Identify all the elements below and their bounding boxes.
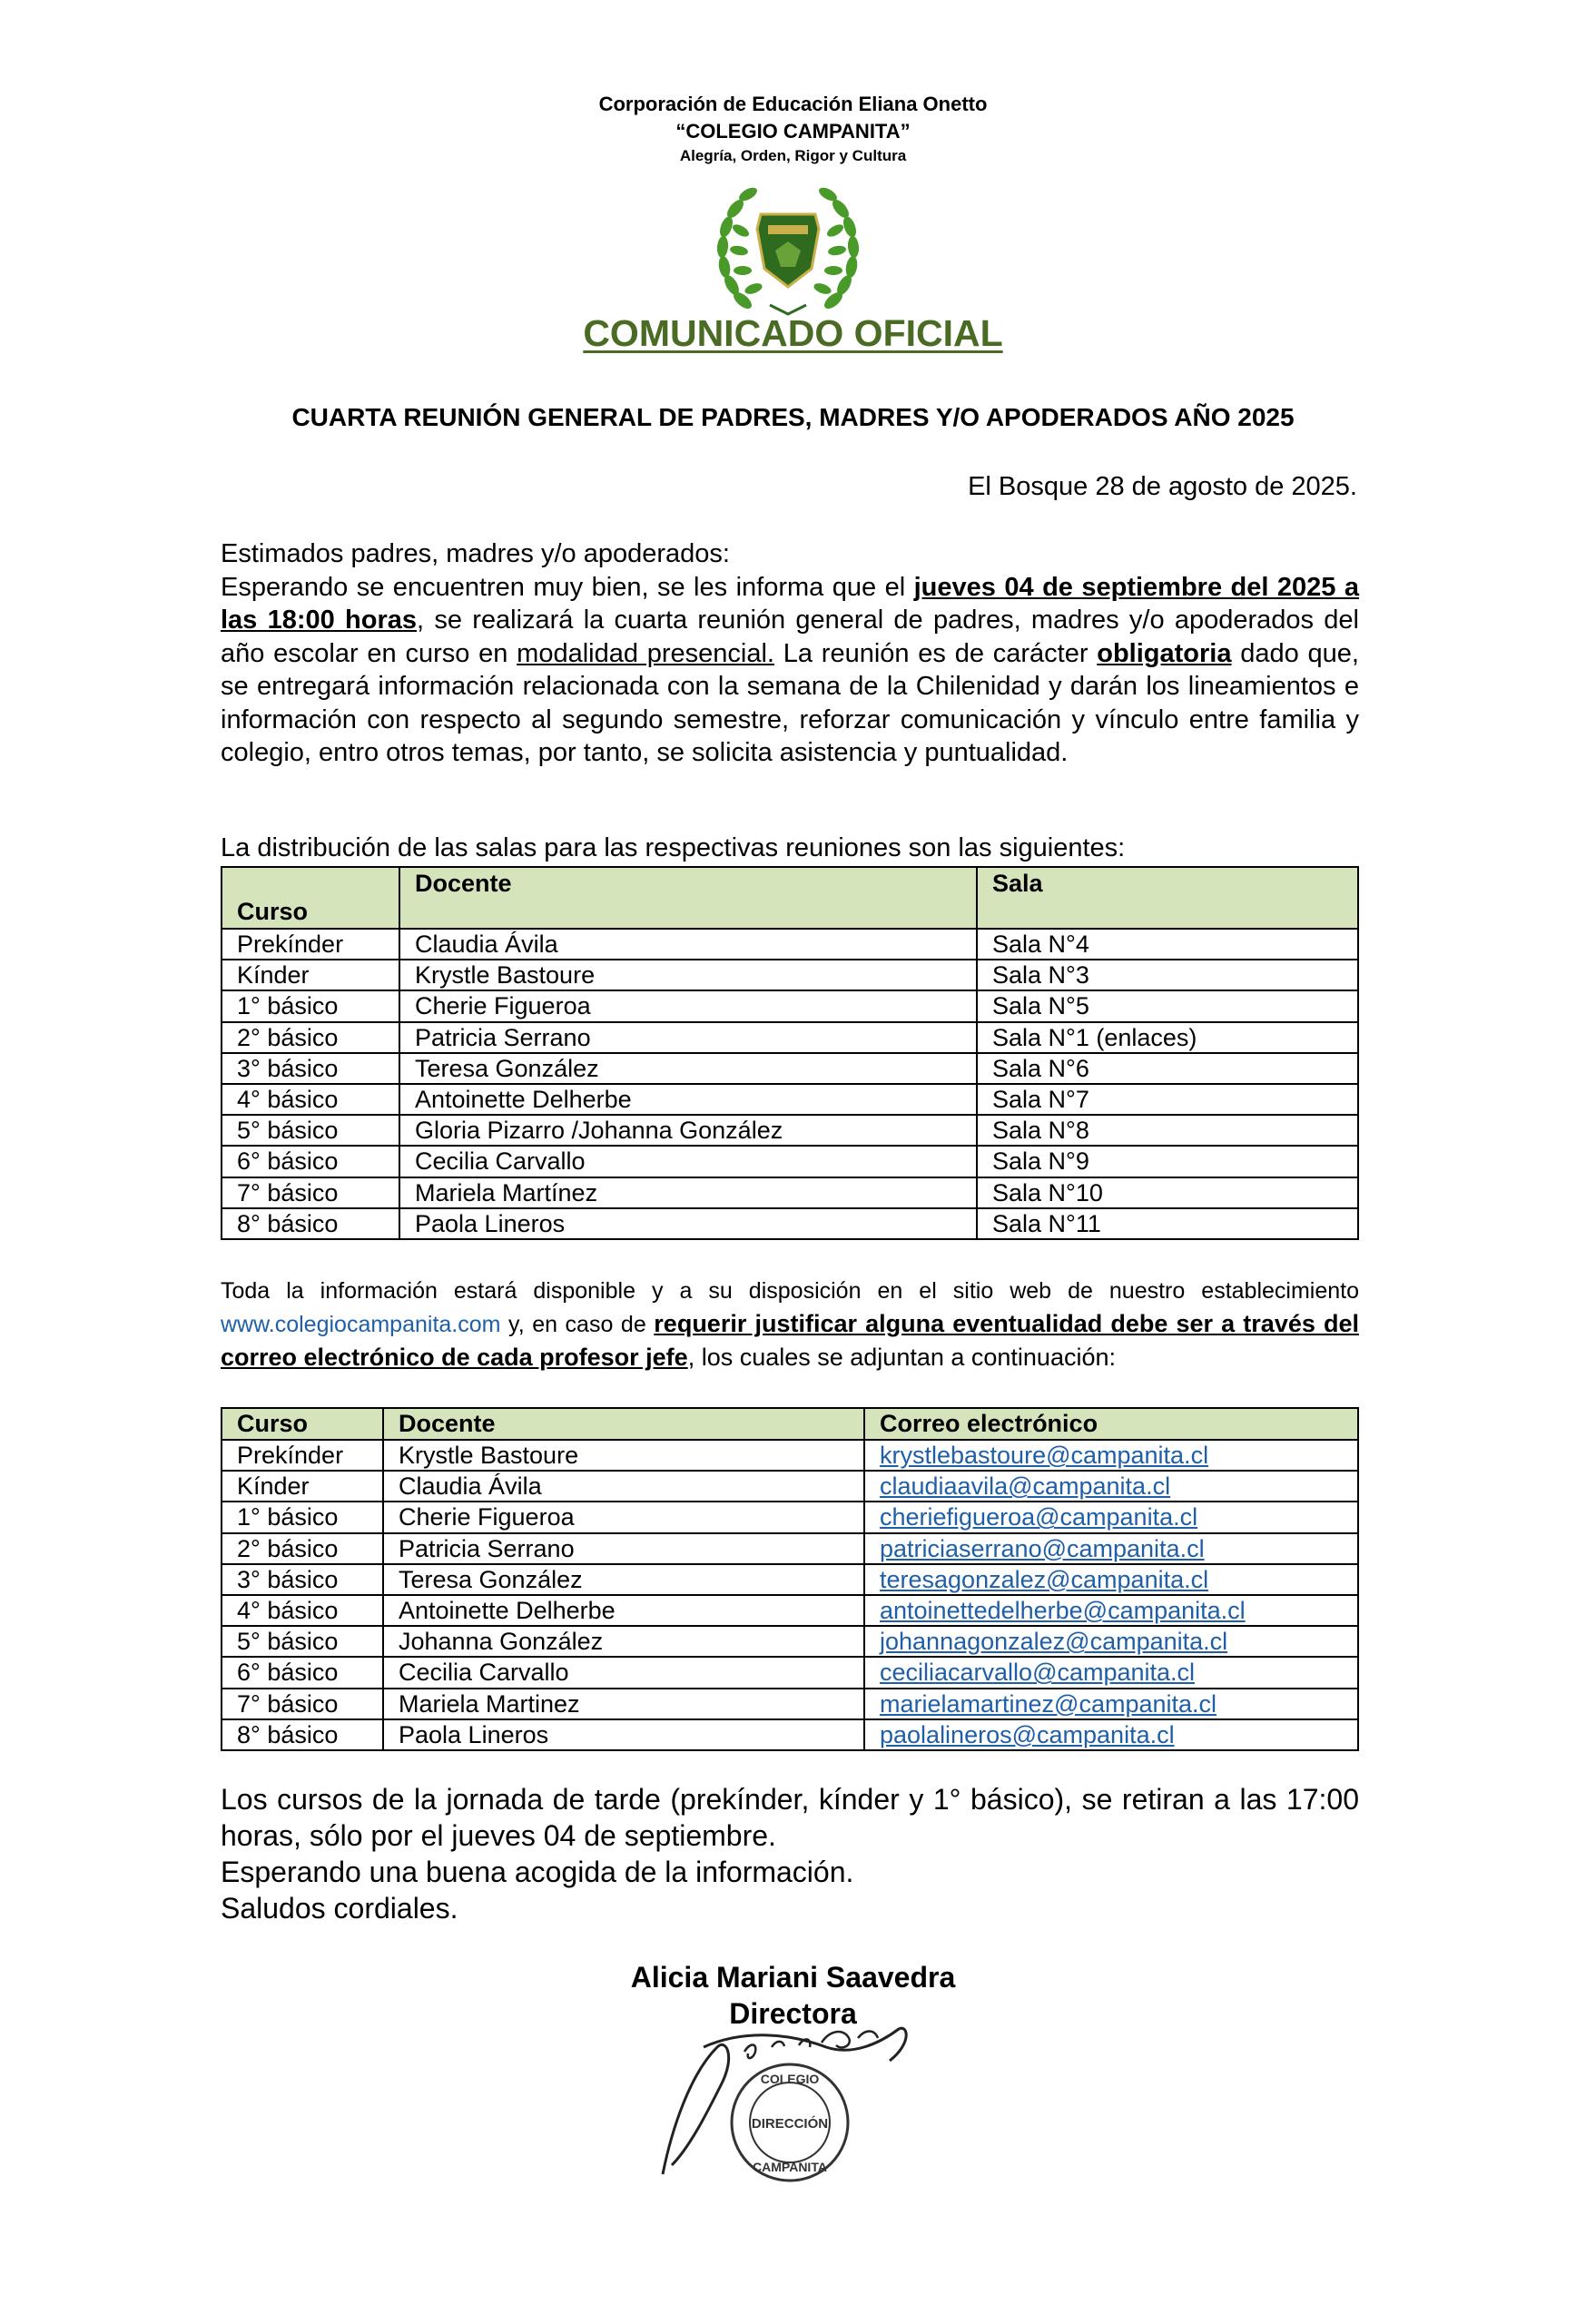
email-link[interactable]: marielamartinez@campanita.cl (864, 1689, 1358, 1719)
website-link[interactable]: www.colegiocampanita.com (221, 1312, 501, 1337)
stamp-text-bottom: CAMPANITA (753, 2160, 827, 2174)
mandatory-label: obligatoria (1097, 638, 1232, 668)
school-crest-laurel-icon (706, 178, 870, 323)
email-link[interactable]: johannagonzalez@campanita.cl (864, 1626, 1358, 1657)
email-link[interactable]: cheriefigueroa@campanita.cl (864, 1502, 1358, 1532)
rooms-table (221, 866, 1359, 1240)
table-row (222, 1053, 1358, 1084)
greeting: Estimados padres, madres y/o apoderados: (221, 539, 730, 568)
cell-curso: 8° básico (222, 1208, 399, 1239)
cell-curso: Kínder (222, 960, 399, 990)
rooms-intro: La distribución de las salas para las respectivas reuniones son las siguientes: (221, 833, 1126, 862)
email-link[interactable]: krystlebastoure@campanita.cl (864, 1440, 1358, 1471)
header-sala: Sala (977, 867, 1358, 929)
table-row (222, 1626, 1358, 1657)
table-header-row (222, 1408, 1358, 1440)
table-row (222, 1689, 1358, 1719)
info-paragraph: Toda la información estará disponible y a su disposición en el sitio web de nuestro establecimiento www.colegiocampanita.com y, en caso de requerir justificar alguna eventualidad debe ser a través del correo electrónico de cada profesor jefe, los cuales se adjuntan a continuación: (221, 1278, 1359, 1371)
cell-docente: Cecilia Carvallo (383, 1657, 864, 1688)
table-row (222, 1719, 1358, 1750)
table-row (222, 1657, 1358, 1688)
closing-line-2: Esperando una buena acogida de la información. (221, 1856, 854, 1888)
signatory-name: Alicia Mariani Saavedra (630, 1961, 956, 1994)
cell-curso: Kínder (222, 1471, 383, 1502)
cell-curso: Prekínder (222, 929, 399, 960)
cell-curso: 4° básico (222, 1084, 399, 1115)
cell-curso: 7° básico (222, 1177, 399, 1208)
cell-curso: 7° básico (222, 1689, 383, 1719)
cell-docente: Gloria Pizarro /Johanna González (399, 1115, 977, 1146)
cell-curso: 6° básico (222, 1657, 383, 1688)
email-link[interactable]: claudiaavila@campanita.cl (864, 1471, 1358, 1502)
table-row (222, 1564, 1358, 1595)
email-link[interactable]: ceciliacarvallo@campanita.cl (864, 1657, 1358, 1688)
cell-docente: Claudia Ávila (399, 929, 977, 960)
closing-line-3: Saludos cordiales. (221, 1892, 458, 1925)
email-link[interactable]: antoinettedelherbe@campanita.cl (864, 1595, 1358, 1626)
email-link[interactable]: teresagonzalez@campanita.cl (864, 1564, 1358, 1595)
corporation-name: Corporación de Educación Eliana Onetto (598, 93, 988, 115)
cell-docente: Patricia Serrano (399, 1022, 977, 1053)
table-row (222, 960, 1358, 990)
announcement-paragraph: Esperando se encuentren muy bien, se les informa que el jueves 04 de septiembre del 2025 a las 18:00 horas, se realizará la cuarta reunión general de padres, madres y/o apoderados del año escolar en curso en modalidad presencial. La reunión es de carácter obligatoria dado que, se entregará información relacionada con la semana de la Chilenidad y darán los lineamientos e información con respecto al segundo semestre, reforzar comunicación y vínculo entre familia y colegio, entro otros temas, por tanto, se solicita asistencia y puntualidad. (221, 573, 1359, 768)
table-row (222, 1533, 1358, 1564)
cell-sala: Sala N°8 (977, 1115, 1358, 1146)
meeting-datetime: jueves 04 de septiembre del 2025 a las 18:00 horas (221, 573, 1359, 635)
cell-sala: Sala N°11 (977, 1208, 1358, 1239)
table-row (222, 929, 1358, 960)
school-name: “COLEGIO CAMPANITA” (675, 120, 911, 143)
cell-curso: 2° básico (222, 1533, 383, 1564)
cell-sala: Sala N°9 (977, 1146, 1358, 1177)
cell-sala: Sala N°10 (977, 1177, 1358, 1208)
cell-sala: Sala N°1 (enlaces) (977, 1022, 1358, 1053)
table-header-row (222, 867, 1358, 929)
table-row (222, 1115, 1358, 1146)
cell-docente: Cecilia Carvallo (399, 1146, 977, 1177)
header-correo: Correo electrónico (864, 1408, 1358, 1440)
table-row (222, 1022, 1358, 1053)
cell-curso: 5° básico (222, 1115, 399, 1146)
school-motto: Alegría, Orden, Rigor y Cultura (679, 147, 907, 164)
table-row (222, 1471, 1358, 1502)
cell-sala: Sala N°5 (977, 990, 1358, 1021)
email-table (221, 1407, 1359, 1751)
cell-docente: Paola Lineros (383, 1719, 864, 1750)
direction-stamp-icon (726, 2059, 853, 2186)
cell-sala: Sala N°6 (977, 1053, 1358, 1084)
table-row (222, 990, 1358, 1021)
cell-docente: Mariela Martínez (399, 1177, 977, 1208)
cell-docente: Paola Lineros (399, 1208, 977, 1239)
document-title: COMUNICADO OFICIAL (583, 312, 1003, 354)
cell-docente: Krystle Bastoure (399, 960, 977, 990)
justification-note: requerir justificar alguna eventualidad debe ser a través del correo electrónico de cada profesor jefe (221, 1310, 1359, 1371)
email-link[interactable]: paolalineros@campanita.cl (864, 1719, 1358, 1750)
cell-curso: 1° básico (222, 990, 399, 1021)
cell-docente: Cherie Figueroa (383, 1502, 864, 1532)
header-docente: Docente (399, 867, 977, 929)
cell-docente: Teresa González (383, 1564, 864, 1595)
cell-curso: 6° básico (222, 1146, 399, 1177)
cell-docente: Patricia Serrano (383, 1533, 864, 1564)
header-curso: Curso (222, 867, 399, 929)
cell-docente: Antoinette Delherbe (383, 1595, 864, 1626)
cell-docente: Cherie Figueroa (399, 990, 977, 1021)
cell-curso: 4° básico (222, 1595, 383, 1626)
meeting-subtitle: CUARTA REUNIÓN GENERAL DE PADRES, MADRES Y/O APODERADOS AÑO 2025 (291, 403, 1295, 431)
cell-curso: 8° básico (222, 1719, 383, 1750)
cell-curso: 2° básico (222, 1022, 399, 1053)
meeting-modality: modalidad presencial. (517, 638, 774, 668)
header-docente: Docente (383, 1408, 864, 1440)
header-curso: Curso (222, 1408, 383, 1440)
table-row (222, 1208, 1358, 1239)
cell-curso: 3° básico (222, 1053, 399, 1084)
table-row (222, 1440, 1358, 1471)
date-line: El Bosque 28 de agosto de 2025. (968, 472, 1357, 501)
table-row (222, 1595, 1358, 1626)
closing-line-1: Los cursos de la jornada de tarde (prekínder, kínder y 1° básico), se retiran a las 17:00 horas, sólo por el jueves 04 de septiembre. (221, 1783, 1359, 1852)
email-link[interactable]: patriciaserrano@campanita.cl (864, 1533, 1358, 1564)
cell-docente: Teresa González (399, 1053, 977, 1084)
table-row (222, 1146, 1358, 1177)
cell-docente: Johanna González (383, 1626, 864, 1657)
cell-docente: Antoinette Delherbe (399, 1084, 977, 1115)
cell-docente: Krystle Bastoure (383, 1440, 864, 1471)
stamp-text-top: COLEGIO (760, 2072, 820, 2086)
table-row (222, 1084, 1358, 1115)
cell-curso: 5° básico (222, 1626, 383, 1657)
cell-curso: 1° básico (222, 1502, 383, 1532)
cell-sala: Sala N°4 (977, 929, 1358, 960)
table-row (222, 1177, 1358, 1208)
cell-curso: Prekínder (222, 1440, 383, 1471)
stamp-text-center: DIRECCIÓN (751, 2116, 829, 2132)
closing-text (221, 1781, 1359, 1926)
cell-sala: Sala N°3 (977, 960, 1358, 990)
cell-docente: Claudia Ávila (383, 1471, 864, 1502)
cell-curso: 3° básico (222, 1564, 383, 1595)
cell-docente: Mariela Martinez (383, 1689, 864, 1719)
table-row (222, 1502, 1358, 1532)
signatory-role: Directora (729, 1997, 857, 2030)
cell-sala: Sala N°7 (977, 1084, 1358, 1115)
